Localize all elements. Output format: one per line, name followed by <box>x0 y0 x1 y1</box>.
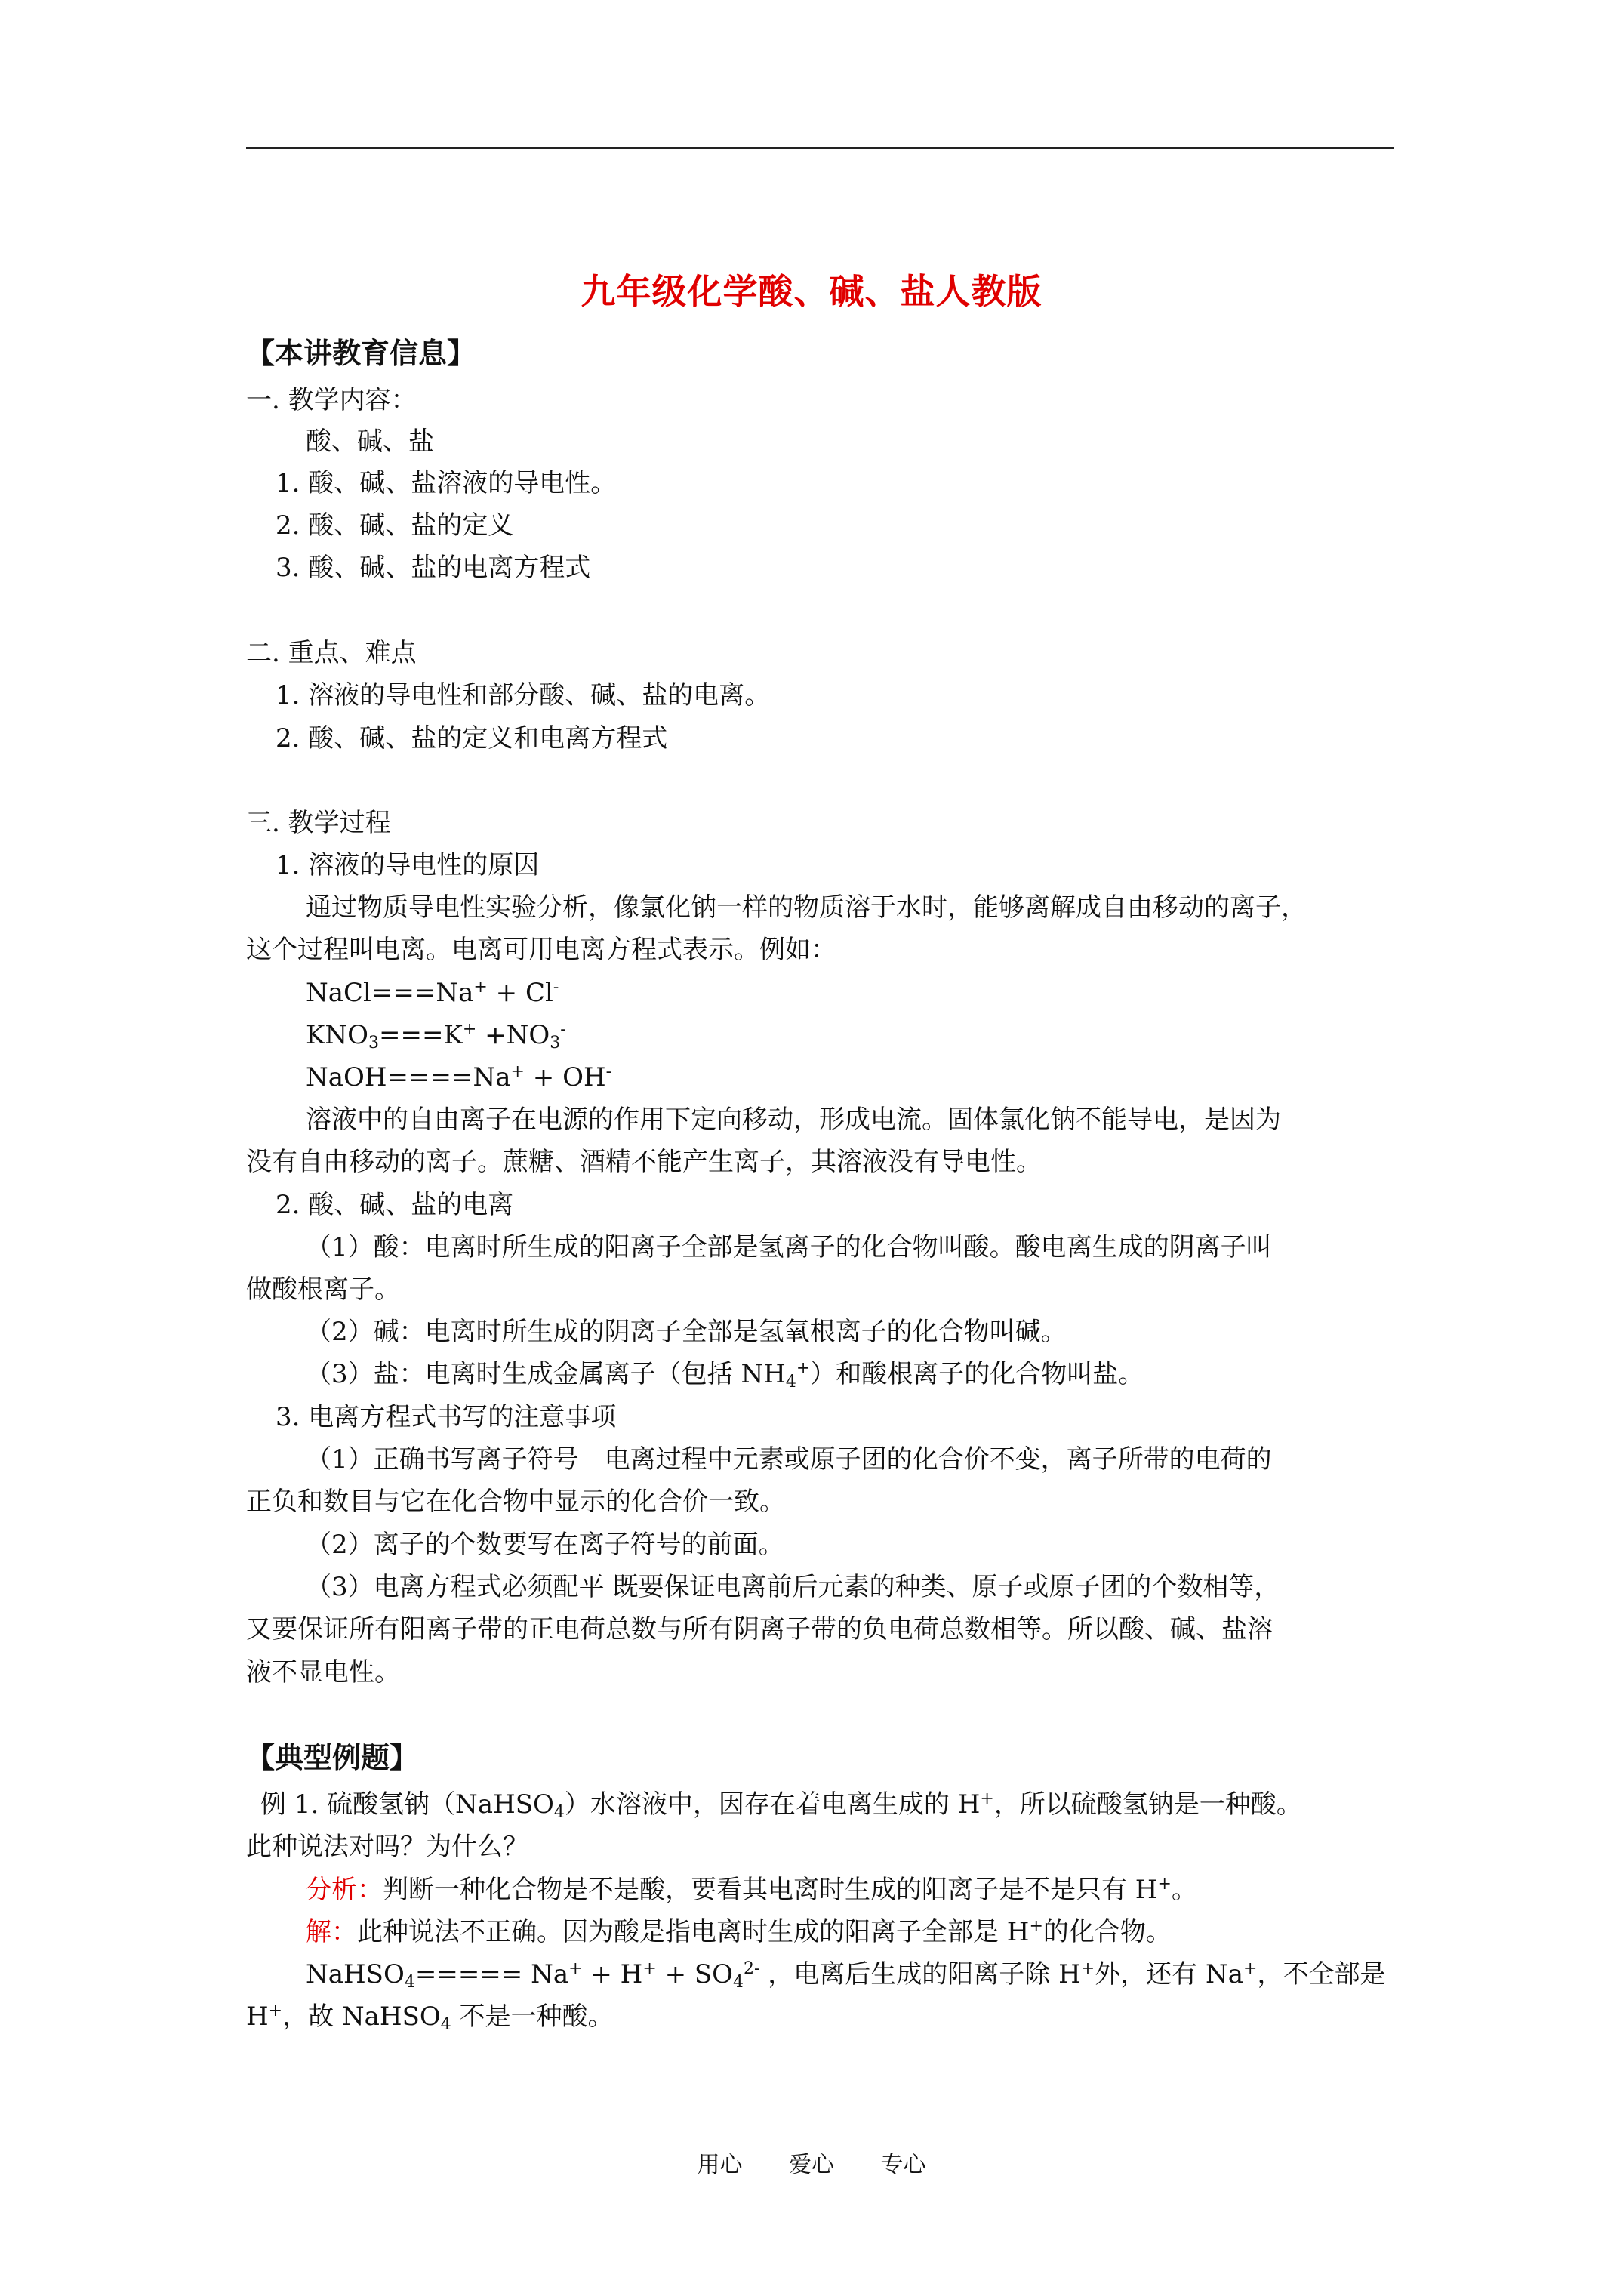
keypoint-item-2: 2. 酸、碱、盐的定义和电离方程式 <box>276 723 668 754</box>
example-1-question-cont: 此种说法对吗？为什么？ <box>246 1832 528 1862</box>
footer-text-2: 爱心 <box>789 2152 834 2178</box>
subsection-label-process: 三. 教学过程 <box>246 808 391 838</box>
paragraph-line: 液不显电性。 <box>246 1657 400 1687</box>
paragraph-line: 没有自由移动的离子。蔗糖、酒精不能产生离子，其溶液没有导电性。 <box>246 1147 1042 1177</box>
paragraph-line: 正负和数目与它在化合物中显示的化合价一致。 <box>246 1487 785 1517</box>
paragraph-line: （1）正确书写离子符号 电离过程中元素或原子团的化合价不变，离子所带的电荷的 <box>306 1444 1272 1475</box>
process-title-3: 3. 电离方程式书写的注意事项 <box>276 1402 617 1432</box>
footer-text-3: 专心 <box>880 2152 926 2178</box>
page-footer <box>0 2146 1623 2179</box>
process-title-2: 2. 酸、碱、盐的电离 <box>276 1190 514 1220</box>
subsection-label-keypoints: 二. 重点、难点 <box>246 638 417 668</box>
example-1-analysis: 分析：判断一种化合物是不是酸，要看其电离时生成的阳离子是不是只有 H+。 <box>306 1875 1197 1905</box>
keypoint-item-1: 1. 溶液的导电性和部分酸、碱、盐的电离。 <box>276 680 771 710</box>
content-item-3: 3. 酸、碱、盐的电离方程式 <box>276 553 591 583</box>
answer-label: 解： <box>306 1917 357 1947</box>
paragraph-line: （2）离子的个数要写在离子符号的前面。 <box>306 1530 784 1560</box>
example-1-conclusion: H+，故 NaHSO$_4$ 不是一种酸。 <box>246 2002 614 2034</box>
paragraph-line: 溶液中的自由离子在电源的作用下定向移动，形成电流。固体氯化钠不能导电，是因为 <box>306 1105 1281 1135</box>
equation-nacl: NaCl===Na+ + Cl- <box>306 978 559 1008</box>
document-title: 九年级化学酸、碱、盐人教版 <box>581 271 1042 312</box>
example-1-question: 例 1. 硫酸氢钠（NaHSO$_4$）水溶液中，因存在着电离生成的 H+，所以硫酸氢钠是一种酸。 <box>260 1789 1302 1822</box>
paragraph-line: （3）电离方程式必须配平 既要保证电离前后元素的种类、原子或原子团的个数相等， <box>306 1572 1280 1602</box>
equation-naoh: NaOH====Na+ + OH- <box>306 1062 612 1093</box>
subsection-label-content: 一. 教学内容： <box>246 385 417 415</box>
content-intro: 酸、碱、盐 <box>306 427 434 457</box>
analysis-label: 分析： <box>306 1875 383 1905</box>
paragraph-line: 做酸根离子。 <box>246 1274 400 1305</box>
paragraph-line: （2）碱：电离时所生成的阴离子全部是氢氧根离子的化合物叫碱。 <box>306 1317 1067 1347</box>
process-title-1: 1. 溶液的导电性的原因 <box>276 850 540 880</box>
paragraph-line: 这个过程叫电离。电离可用电离方程式表示。例如： <box>246 935 836 965</box>
equation-kno3: $KNO_3===K^+ +NO_3^-$ <box>306 1020 566 1052</box>
example-1-equation: NaHSO$_4$===== $Na^+ + H^+ + SO_4^{2-}$ ，电离后生成的阳离子除 H+外，还有 Na+，不全部是 <box>306 1959 1386 1992</box>
section-heading-examples: 【典型例题】 <box>246 1740 419 1774</box>
footer-text-1: 用心 <box>697 2152 743 2178</box>
example-1-answer: 解：此种说法不正确。因为酸是指电离时生成的阳离子全部是 H+的化合物。 <box>306 1917 1172 1947</box>
paragraph-line-salt: （3）盐：电离时生成金属离子（包括 $NH_4^+$）和酸根离子的化合物叫盐。 <box>306 1359 1144 1391</box>
paragraph-line: 通过物质导电性实验分析，像氯化钠一样的物质溶于水时，能够离解成自由移动的离子， <box>306 892 1307 923</box>
content-item-1: 1. 酸、碱、盐溶液的导电性。 <box>276 468 617 498</box>
header-rule <box>246 147 1394 149</box>
paragraph-line: （1）酸：电离时所生成的阳离子全部是氢离子的化合物叫酸。酸电离生成的阴离子叫 <box>306 1232 1272 1262</box>
paragraph-line: 又要保证所有阳离子带的正电荷总数与所有阴离子带的负电荷总数相等。所以酸、碱、盐溶 <box>246 1614 1273 1644</box>
section-heading-info: 【本讲教育信息】 <box>246 336 476 370</box>
content-item-2: 2. 酸、碱、盐的定义 <box>276 510 514 541</box>
